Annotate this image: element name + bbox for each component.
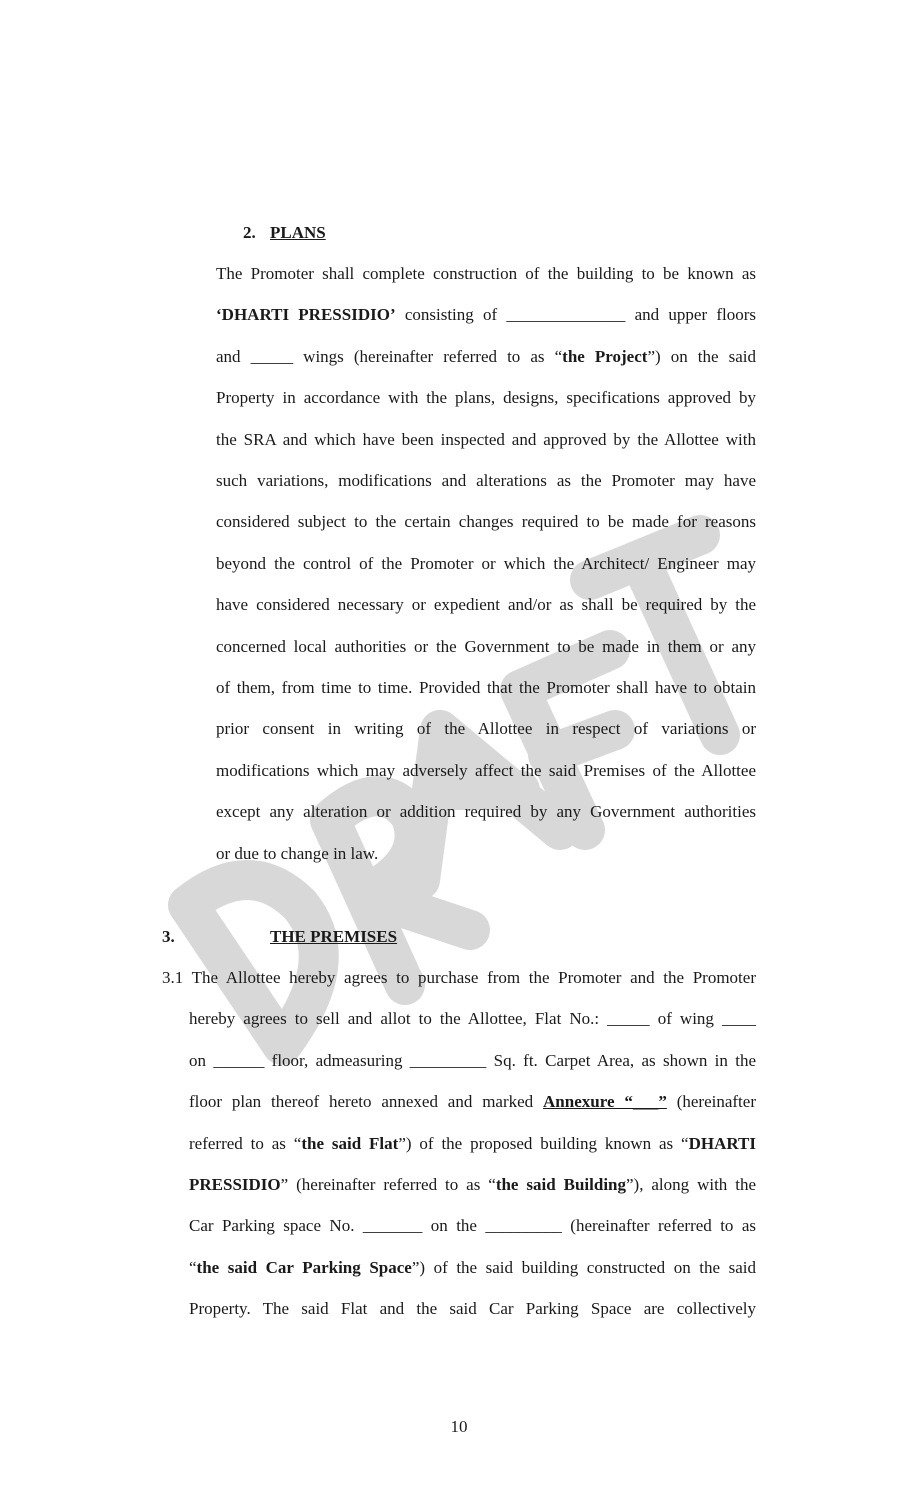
section-2-line [216,760,756,782]
section-2-line [216,429,756,451]
section-2-text: concerned local authorities or the Government to be made in them or any [216,636,756,656]
section-2-text: ‘DHARTI PRESSIDIO’ [216,305,396,325]
section-2-line [216,594,756,616]
section-3-line [189,1008,756,1030]
section-2-line [216,553,756,575]
section-2-text: The Promoter shall complete construction of the building to be known as [216,264,756,283]
section-3-line [189,1215,756,1237]
section-2-text: have considered necessary or expedient and/or as shall be required by the [216,595,756,615]
section-2-line [216,304,756,326]
section-3-text: Car Parking space No. _______ on the _________ (hereinafter referred to as [189,1216,756,1236]
section-3-text: ”) of the proposed building known as “ [398,1133,689,1153]
section-2-line [216,263,756,285]
section-3-line [189,1257,756,1279]
section-3-text: hereby agrees to sell and allot to the Allottee, Flat No.: _____ of wing ____ [189,1009,756,1029]
section-2-line [216,843,756,865]
section-3-text: the said Building [495,1175,626,1194]
section-2-text: consisting of ______________ and upper floors [395,305,756,325]
section-3-text: the said Flat [301,1133,399,1153]
section-3-text: ” (hereinafter referred to as “ [280,1175,496,1194]
section-3-line [189,1133,756,1155]
page-number: 10 [450,1417,468,1436]
section-3-number: 3. [162,927,175,946]
section-2-text: Property in accordance with the plans, designs, specifications approved by [216,388,756,408]
section-3-line [162,967,756,989]
section-2-number: 2. [243,223,256,242]
section-3-text: floor plan thereof hereto annexed and marked [189,1092,544,1112]
section-3-text: ”) of the said building constructed on the said [411,1257,756,1277]
section-2-line [216,801,756,823]
section-3-heading: THE PREMISES [270,927,398,946]
section-3-text: Annexure “___” [543,1092,667,1112]
section-2-text: of them, from time to time. Provided that the Promoter shall have to obtain [216,678,756,697]
section-3-line [189,1174,756,1196]
section-3-text: referred to as “ [189,1133,302,1153]
section-2-text: modifications which may adversely affect the said Premises of the Allottee [216,760,756,780]
section-2-line [216,346,756,368]
section-2-text: considered subject to the certain changes required to be made for reasons [216,512,756,532]
section-3-text: DHARTI [688,1133,756,1153]
section-3-line [189,1091,756,1113]
section-3-text: Property. The said Flat and the said Car Parking Space are collectively [189,1299,756,1319]
section-2-text: such variations, modifications and alterations as the Promoter may have [216,471,756,490]
section-3-text: “ [189,1257,197,1277]
section-3-text: (hereinafter [666,1092,756,1112]
section-2-line [216,677,756,699]
section-2-text: and _____ wings (hereinafter referred to as “ [216,346,563,366]
section-3-line [189,1050,756,1072]
section-3-line [189,1298,756,1320]
section-2-text: except any alteration or addition required by any Government authorities [216,802,756,822]
section-2-text: or due to change in law. [216,843,379,863]
section-2-line [216,718,756,740]
section-2-line [216,636,756,658]
section-2-text: ”) on the said [647,346,757,366]
section-3-text: PRESSIDIO [189,1175,281,1194]
section-2-heading: PLANS [270,223,326,242]
section-3-text: the said Car Parking Space [196,1257,412,1277]
section-2-line [216,470,756,492]
section-2-text: the SRA and which have been inspected and approved by the Allottee with [216,429,756,449]
section-2-line [216,387,756,409]
section-2-text: prior consent in writing of the Allottee in respect of variations or [216,719,756,739]
section-2-text: beyond the control of the Promoter or which the Architect/ Engineer may [216,553,756,573]
section-2-line [216,511,756,533]
section-3-text: ”), along with the [626,1175,757,1194]
section-3-text: on ______ floor, admeasuring _________ Sq. ft. Carpet Area, as shown in the [189,1050,756,1070]
section-3-text: 3.1 The Allottee hereby agrees to purchase from the Promoter and the Promoter [162,968,756,987]
section-2-text: the Project [562,346,648,366]
